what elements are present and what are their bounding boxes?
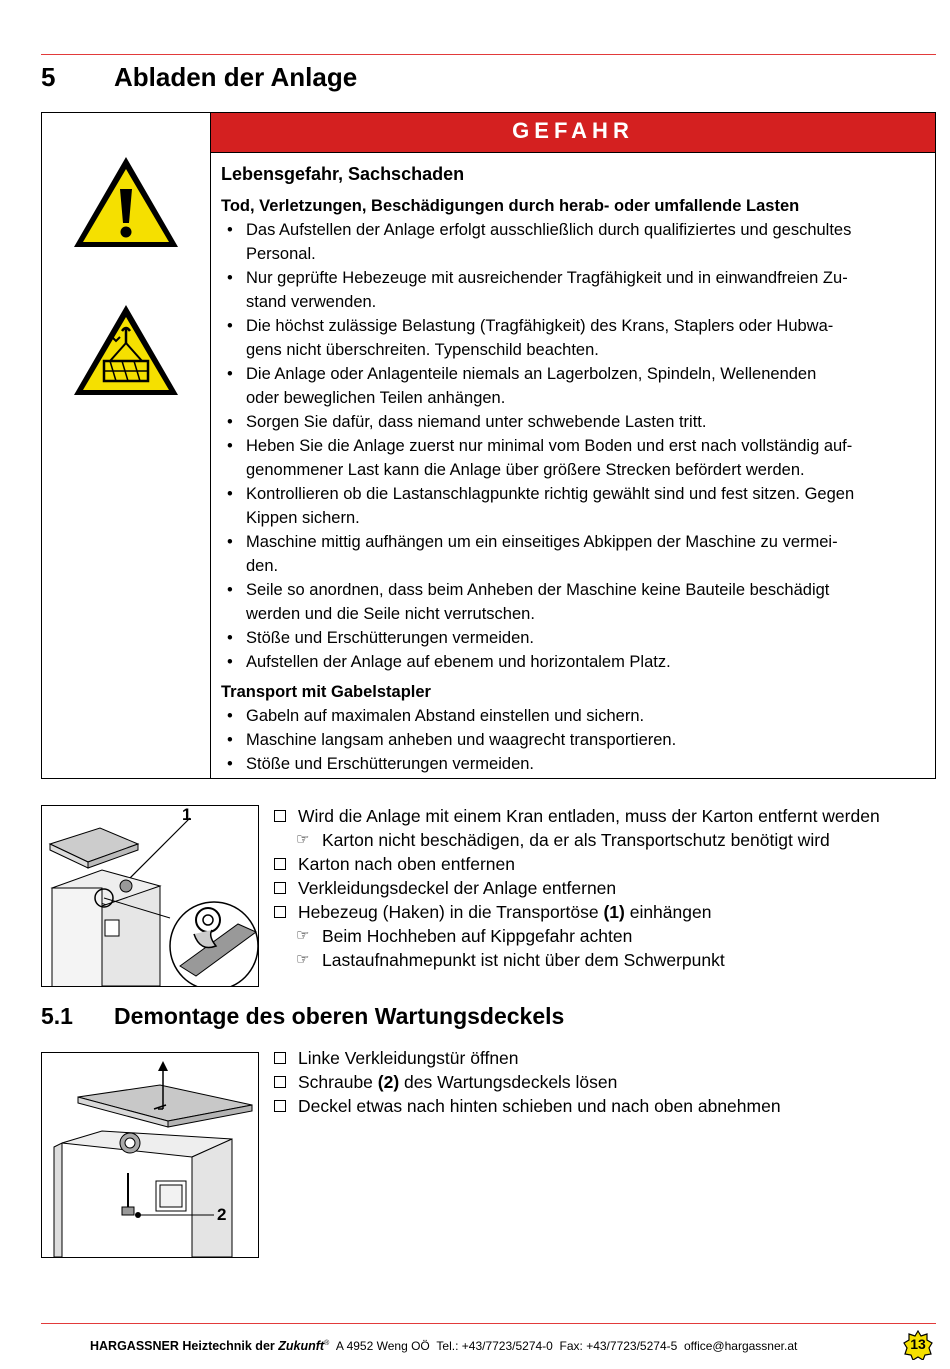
list-item: • Stöße und Erschütterungen vermeiden. [221,626,923,650]
pointing-hand-icon: ☞ [296,927,310,944]
step-item: Karton nach oben entfernen [274,852,880,876]
header-rule [41,54,936,55]
checkbox-icon [274,1100,286,1112]
warning-icons-column [42,113,211,778]
danger-list [221,218,923,674]
cover-removal-figure [41,1052,259,1258]
hint-item: ☞ Beim Hochheben auf Kippgefahr achten [296,926,633,946]
list-item: • Stöße und Erschütterungen vermeiden. [221,752,923,776]
danger-heading: Lebensgefahr, Sachschaden [221,164,465,184]
pointing-hand-icon: ☞ [296,831,310,848]
list-item: • Gabeln auf maximalen Abstand einstellen und sichern. [221,704,923,728]
unloading-figure [41,805,259,987]
subsection-title: Demontage des oberen Wartungsdeckels [114,1003,565,1029]
step-item: Linke Verkleidungstür öffnen [274,1046,781,1070]
step-item: Wird die Anlage mit einem Kran entladen, muss der Karton entfernt werden [274,804,880,828]
checkbox-icon [274,882,286,894]
hint-item: ☞ Lastaufnahmepunkt ist nicht über dem Schwerpunkt [296,950,725,970]
cover-steps [274,1046,781,1118]
step-item: Deckel etwas nach hinten schieben und nach oben abnehmen [274,1094,781,1118]
list-item: • Sorgen Sie dafür, dass niemand unter schwebende Lasten tritt. [221,410,923,434]
step-item: Hebezeug (Haken) in die Transportöse (1) einhängen [274,900,880,924]
checkbox-icon [274,1076,286,1088]
pointing-hand-icon: ☞ [296,951,310,968]
footer-address: A 4952 Weng OÖ [335,1339,430,1353]
list-item: • Maschine mittig aufhängen um ein einseitiges Abkippen der Maschine zu vermei- den. [221,530,923,578]
list-item: • Heben Sie die Anlage zuerst nur minimal vom Boden und erst nach vollständig auf- genommener Last kann die Anlage über größere Strecken befördert werden. [221,434,923,482]
list-item: • Die Anlage oder Anlagenteile niemals an Lagerbolzen, Spindeln, Wellenenden oder beweglichen Teilen anhängen. [221,362,923,410]
footer-email: office@hargassner.at [683,1339,798,1353]
transport-list [221,704,923,776]
section-title: Abladen der Anlage [114,62,358,92]
subsection-number: 5.1 [41,1003,73,1029]
maintenance-cover-illustration [42,1053,258,1257]
list-item: • Kontrollieren ob die Lastanschlagpunkte richtig gewählt sind und fest sitzen. Gegen Kippen sichern. [221,482,923,530]
list-item: • Seile so anordnen, dass beim Anheben der Maschine keine Bauteile beschädigt werden und die Seile nicht verrutschen. [221,578,923,626]
transport-heading: Transport mit Gabelstapler [221,683,431,701]
section-number: 5 [41,62,56,92]
danger-content [211,113,935,776]
footer-tel: Tel.: +43/7723/5274-0 [436,1339,553,1353]
page-footer [90,1339,797,1353]
step-item: Schraube (2) des Wartungsdeckels lösen [274,1070,781,1094]
checkbox-icon [274,1052,286,1064]
unloading-steps [274,804,880,972]
step-item: Verkleidungsdeckel der Anlage entfernen [274,876,880,900]
figure-callout-1: 1 [182,805,192,824]
danger-banner: GEFAHR [211,113,935,153]
list-item: • Die höchst zulässige Belastung (Tragfähigkeit) des Krans, Staplers oder Hubwa- gens nicht überschreiten. Typenschild beachten. [221,314,923,362]
list-item: • Maschine langsam anheben und waagrecht transportieren. [221,728,923,752]
page-number: 13 [910,1336,926,1352]
footer-brand: HARGASSNER Heiztechnik der Zukunft [90,1339,325,1353]
figure-callout-2: 2 [217,1205,227,1224]
hint-item: ☞ Karton nicht beschädigen, da er als Transportschutz benötigt wird [296,830,830,850]
footer-fax: Fax: +43/7723/5274-5 [559,1339,678,1353]
danger-notice [41,112,936,779]
boiler-lifting-illustration [42,806,258,986]
checkbox-icon [274,810,286,822]
danger-subheading: Tod, Verletzungen, Beschädigungen durch herab- oder umfallende Lasten [221,197,800,215]
trademark-symbol: ® [324,1340,330,1347]
footer-rule [41,1323,936,1324]
list-item: • Nur geprüfte Hebezeuge mit ausreichender Tragfähigkeit und in einwandfreien Zu- stand verwenden. [221,266,923,314]
checkbox-icon [274,906,286,918]
list-item: • Aufstellen der Anlage auf ebenem und horizontalem Platz. [221,650,923,674]
general-warning-icon [70,153,182,251]
suspended-load-warning-icon [70,301,182,399]
checkbox-icon [274,858,286,870]
list-item: • Das Aufstellen der Anlage erfolgt ausschließlich durch qualifiziertes und geschultes Personal. [221,218,923,266]
